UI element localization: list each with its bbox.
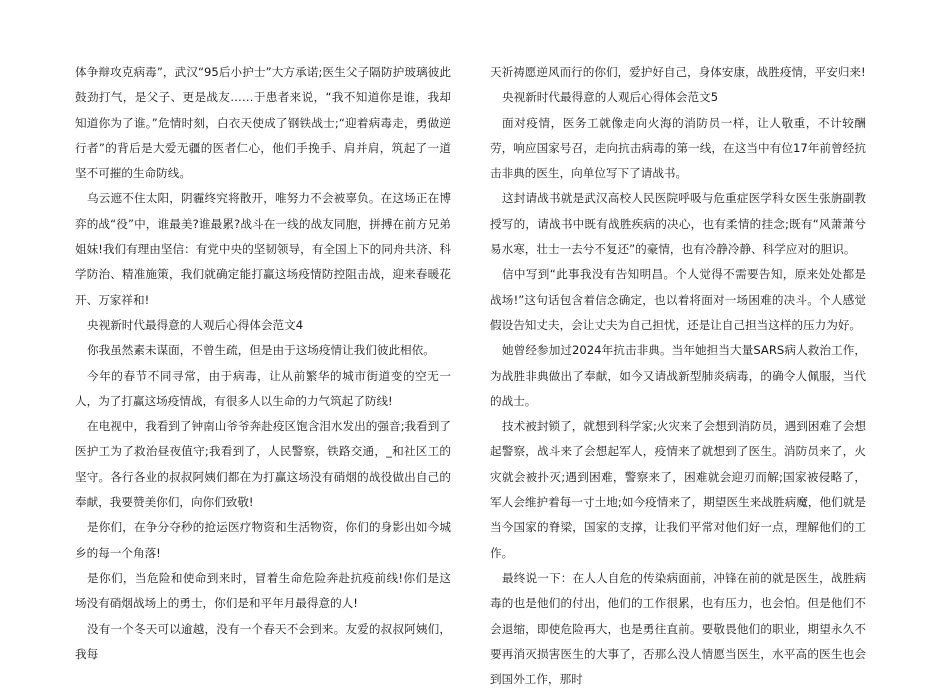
- paragraph: 她曾经参加过2024年抗击非典。当年她担当大量SARS病人救治工作，为战胜非典做出了奉献，如今又请战新型肺炎病毒，的确令人佩服，当代的战士。: [490, 343, 866, 408]
- paragraph: 乌云遮不住太阳，阴霾终究将散开，唯努力不会被辜负。在这场正在博弈的战“役”中，谁最美?谁最累?战斗在一线的战友同胞，拼搏在前方兄弟姐妹!我们有理由坚信：有党中央的坚韧领导，有全国上下的同舟共济、科学防治、精准施策，我们就确定能打赢这场疫情防控阻击战，迎来春暖花开、万家祥和!: [75, 191, 451, 307]
- paragraph: 没有一个冬天可以逾越，没有一个春天不会到来。友爱的叔叔阿姨们，我每: [75, 621, 451, 661]
- paragraph: 天祈祷愿逆风而行的你们，爱护好自己，身体安康，战胜疫情，平安归来!: [490, 65, 866, 79]
- paragraph: 体争辩攻克病毒”，武汉“95后小护士”大方承诺;医生父子隔防护玻璃彼此鼓劲打气，是父子、更是战友……于患者来说，“我不知道你是谁，我却知道你为了谁。”危情时刻，白衣天使成了钢铁战士;“迎着病毒走，勇做逆行者”的背后是大爱无疆的医者仁心，他们手挽手、肩并肩，筑起了一道坚不可摧的生命防线。: [75, 65, 451, 181]
- paragraph: 这封请战书就是武汉高校人民医院呼吸与危重症医学科女医生张旃副教授写的，请战书中既有战胜疾病的决心，也有柔情的挂念;既有“风萧萧兮易水寒，壮士一去兮不复还”的豪情，也有冷静冷静、科学应对的胆识。: [490, 191, 866, 257]
- paragraph: 是你们，在争分夺秒的抢运医疗物资和生活物资，你们的身影出如今城乡的每一个角落!: [75, 520, 451, 560]
- paragraph: 今年的春节不同寻常，由于病毒，让从前繁华的城市街道变的空无一人，为了打赢这场疫情战，有很多人以生命的力气筑起了防线!: [75, 368, 451, 408]
- paragraph: 技术被封锁了，就想到科学家;火灾来了会想到消防员，遇到困难了会想起警察，战斗来了会想起军人，疫情来了就想到了医生。消防员来了，火灾就会被扑灭;遇到困难，警察来了，困难就会迎刃而解;国家被侵略了，军人会维护着每一寸土地;如今疫情来了，期望医生来战胜病魔，他们就是当今国家的脊梁，国家的支撑，让我们平常对他们好一点，理解他们的工作。: [490, 419, 866, 560]
- left-column: [75, 60, 451, 667]
- paragraph: 是你们，当危险和使命到来时，冒着生命危险奔赴抗疫前线!你们是这场没有硝烟战场上的勇士，你们是和平年月最得意的人!: [75, 570, 451, 611]
- paragraph: 你我虽然素未谋面，不曾生疏，但是由于这场疫情让我们彼此相依。: [87, 343, 435, 358]
- section-heading: 央视新时代最得意的人观后心得体会范文4: [87, 317, 304, 332]
- paragraph: 在电视中，我看到了钟南山爷爷奔赴疫区饱含泪水发出的强音;我看到了医护工为了救治昼夜值守;我看到了，人民警察，铁路交通，_和社区工的坚守。各行各业的叔叔阿姨们都在为打赢这场没有硝烟的战役做出自己的奉献，我要赞美你们，向你们致敬!: [75, 419, 451, 510]
- paragraph: 最终说一下：在人人自危的传染病面前，冲锋在前的就是医生，战胜病毒的也是他们的付出，他们的工作很累，也有压力，也会怕。但是他们不会退缩，即使危险再大，也是勇往直前。要敬畏他们的职业，期望永久不要再消灭损害医生的大事了，否那么没人情愿当医生，水平高的医生也会到国外工作，那时: [490, 570, 866, 687]
- paragraph: 面对疫情，医务工就像走向火海的消防员一样，让人敬重，不计较酬劳，响应国家号召，走向抗击病毒的第一线，在这当中有位17年前曾经抗击非典的医生，向单位写下了请战书。: [490, 115, 866, 181]
- right-column: [490, 60, 866, 692]
- paragraph: 信中写到“此事我没有告知明昌。个人觉得不需要告知，原来处处都是战场!”这句话包含着信念确定，也以着将面对一场困难的决斗。个人感觉假设告知丈夫，会让丈夫为自己担忧，还是让自己担当这样的压力为好。: [490, 267, 866, 332]
- section-heading: 央视新时代最得意的人观后心得体会范文5: [502, 90, 719, 105]
